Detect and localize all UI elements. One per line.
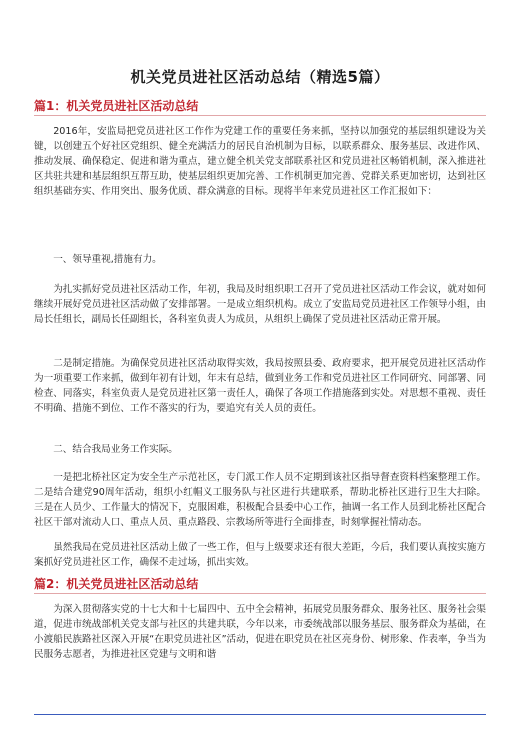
paragraph: 一、领导重视,措施有力。 <box>53 254 162 265</box>
paragraph: 二、结合我局业务工作实际。 <box>53 444 178 455</box>
paragraph: 虽然我局在党员进社区活动上做了一些工作，但与上级要求还有很大差距，今后，我们要认真按实施方案抓好党员进社区工作，确保不走过场，抓出实效。 <box>34 542 486 568</box>
footer-rule <box>34 714 486 715</box>
document-title: 机关党员进社区活动总结（精选5篇） <box>130 68 390 86</box>
section-heading-1: 篇1：机关党员进社区活动总结 <box>34 99 199 113</box>
paragraph: 二是制定措施。为确保党员进社区活动取得实效，我局按照县委、政府要求，把开展党员进社区活动作为一项重要工作来抓，做到年初有计划，年末有总结，做到业务工作和党员进社区工作同研究、同部署、同检查、同落实，科室负责人是党员进社区第一责任人，确保了各项工作措施落到实处。对思想不重视、责任不明确、措施不到位、工作不落实的行为，要追究有关人员的责任。 <box>34 358 486 414</box>
paragraph: 为深入贯彻落实党的十七大和十七届四中、五中全会精神，拓展党员服务群众、服务社区、服务社会渠道，促进市统战部机关党支部与社区的共建共联，今年以来，市委统战部以服务基层、服务群众为基础，在小渡船民族路社区深入开展“在职党员进社区”活动，促进在职党员在社区亮身份、树形象、作表率，争当为民服务志愿者，为推进社区党建与文明和谐 <box>34 604 486 660</box>
section-heading-2: 篇2：机关党员进社区活动总结 <box>34 577 199 591</box>
paragraph: 一是把北桥社区定为安全生产示范社区，专门派工作人员不定期到该社区指导督查资料档案整理工作。二是结合建党90周年活动，组织小红帽义工服务队与社区进行共建联系，帮助北桥社区进行卫生大扫除。三是在人员少、工作量大的情况下，克服困难，积极配合县委中心工作，抽调一名工作人员到北桥社区配合社区干部对流动人口、重点人员、重点路段、宗教场所等进行全面排查，时刻掌握社情动态。 <box>34 472 486 528</box>
section-divider-2 <box>34 593 486 594</box>
section-divider-1 <box>34 115 486 116</box>
paragraph: 2016年，安监局把党员进社区工作作为党建工作的重要任务来抓，坚持以加强党的基层组织建设为关键，以创建五个好社区党组织、健全充满活力的居民自治机制为目标，以联系群众、服务基层、改进作风、推动发展、确保稳定、促进和谐为重点，建立健全机关党支部联系社区和党员进社区畅销机制，深入推进社区共驻共建和基层组织互帮互助，使基层组织更加完善、工作机制更加完善、党群关系更加密切，达到社区组织基础夯实、作用突出、服务优质、群众满意的目标。现将半年来党员进社区工作汇报如下： <box>34 126 486 197</box>
paragraph: 为扎实抓好党员进社区活动工作，年初，我局及时组织职工召开了党员进社区活动工作会议，就对如何继续开展好党员进社区活动做了安排部署。一是成立组织机构。成立了安监局党员进社区工作领导小组，由局长任组长，副局长任副组长，各科室负责人为成员，从组织上确保了党员进社区活动正常开展。 <box>34 284 486 325</box>
